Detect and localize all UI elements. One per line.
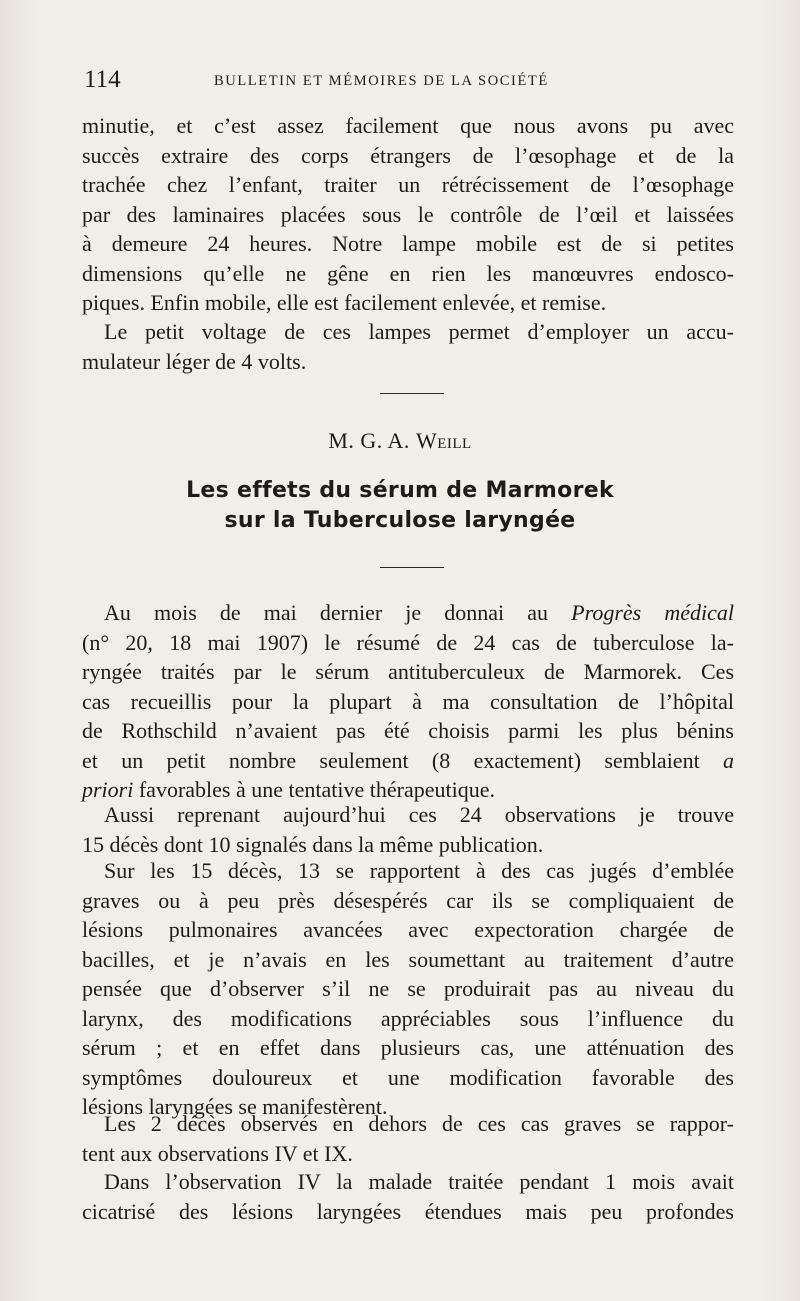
text-line: cas recueillis pour la plupart à ma consultation de l’hôpital	[82, 688, 734, 714]
text-line: tent aux observations IV et IX.	[82, 1140, 353, 1166]
intro-paragraph	[82, 111, 734, 318]
text-line: bacilles, et je n’avais en les soumettant au traitement d’autre	[82, 946, 734, 972]
section-divider	[380, 393, 444, 394]
text-line: pensée que d’observer s’il ne se produirait pas au niveau du	[82, 976, 734, 1001]
text-line: à demeure 24 heures. Notre lampe mobile est de si petites	[82, 231, 734, 256]
text-line: succès extraire des corps étrangers de l’œsophage et de la	[82, 142, 734, 168]
text-line: Dans l’observation IV la malade traitée pendant 1 mois avait	[104, 1169, 734, 1194]
article-author	[0, 428, 800, 454]
text-line	[82, 598, 734, 628]
text-line: Les 2 décès observés en dehors de ces cas graves se rappor-	[104, 1111, 734, 1136]
body-paragraph-1	[82, 598, 734, 805]
text-span: favorables à une tentative thérapeutique.	[133, 777, 495, 802]
text-line: graves ou à peu près désespérés car ils se compliquaient de	[82, 887, 734, 913]
italic-text: a	[723, 747, 734, 773]
text-line: par des laminaires placées sous le contrôle de l’œil et laissées	[82, 201, 734, 227]
text-line: Sur les 15 décès, 13 se rapportent à des cas jugés d’emblée	[104, 858, 734, 883]
text-line: minutie, et c’est assez facilement que nous avons pu avec	[82, 113, 734, 138]
article-title-line-2: sur la Tuberculose laryngée	[224, 508, 576, 533]
intro-paragraph-2	[82, 317, 734, 376]
text-line: 15 décès dont 10 signalés dans la même publication.	[82, 831, 544, 857]
text-line: Aussi reprenant aujourd’hui ces 24 observations je trouve	[104, 802, 734, 827]
text-line: trachée chez l’enfant, traiter un rétrécissement de l’œsophage	[82, 172, 734, 197]
text-line: sérum ; et en effet dans plusieurs cas, une atténuation des	[82, 1035, 734, 1060]
text-line: de Rothschild n’avaient pas été choisis parmi les plus bénins	[82, 718, 734, 743]
body-paragraph-3	[82, 856, 734, 1122]
body-paragraph-5	[82, 1167, 734, 1226]
text-line: symptômes douloureux et une modification favorable des	[82, 1064, 734, 1090]
text-span: Au mois de mai dernier je donnai au	[104, 600, 572, 625]
text-line: lésions pulmonaires avancées avec expectoration chargée de	[82, 917, 734, 942]
page-number: 114	[84, 66, 121, 93]
running-head: BULLETIN ET MÉMOIRES DE LA SOCIÉTÉ	[214, 73, 549, 89]
text-line: piques. Enfin mobile, elle est facilement enlevée, et remise.	[82, 290, 607, 315]
body-paragraph-4	[82, 1109, 734, 1168]
page-header	[84, 66, 734, 96]
text-line: mulateur léger de 4 volts.	[82, 348, 307, 374]
text-line: larynx, des modifications appréciables sous l’influence du	[82, 1005, 734, 1031]
text-line: lésions laryngées se manifestèrent.	[82, 1094, 388, 1119]
text-line: cicatrisé des lésions laryngées étendues mais peu profondes	[82, 1198, 734, 1224]
italic-text: priori	[82, 777, 134, 802]
body-paragraph-2	[82, 800, 734, 859]
text-span: et un petit nombre seulement (8 exactement) semblaient	[82, 747, 723, 773]
title-divider	[380, 567, 444, 568]
journal-title: Progrès médical	[571, 600, 734, 625]
text-line: Le petit voltage de ces lampes permet d’employer un accu-	[104, 319, 734, 344]
author-initials: M. G. A.	[328, 428, 410, 453]
article-title-line-1: Les effets du sérum de Marmorek	[186, 478, 614, 503]
text-line	[82, 746, 734, 776]
author-name: Weill	[415, 428, 472, 453]
text-line: ryngée traités par le sérum antituberculeux de Marmorek. Ces	[82, 659, 734, 684]
text-line: (n° 20, 18 mai 1907) le résumé de 24 cas de tuberculose la-	[82, 629, 734, 655]
text-line: dimensions qu’elle ne gêne en rien les manœuvres endosco-	[82, 260, 734, 286]
